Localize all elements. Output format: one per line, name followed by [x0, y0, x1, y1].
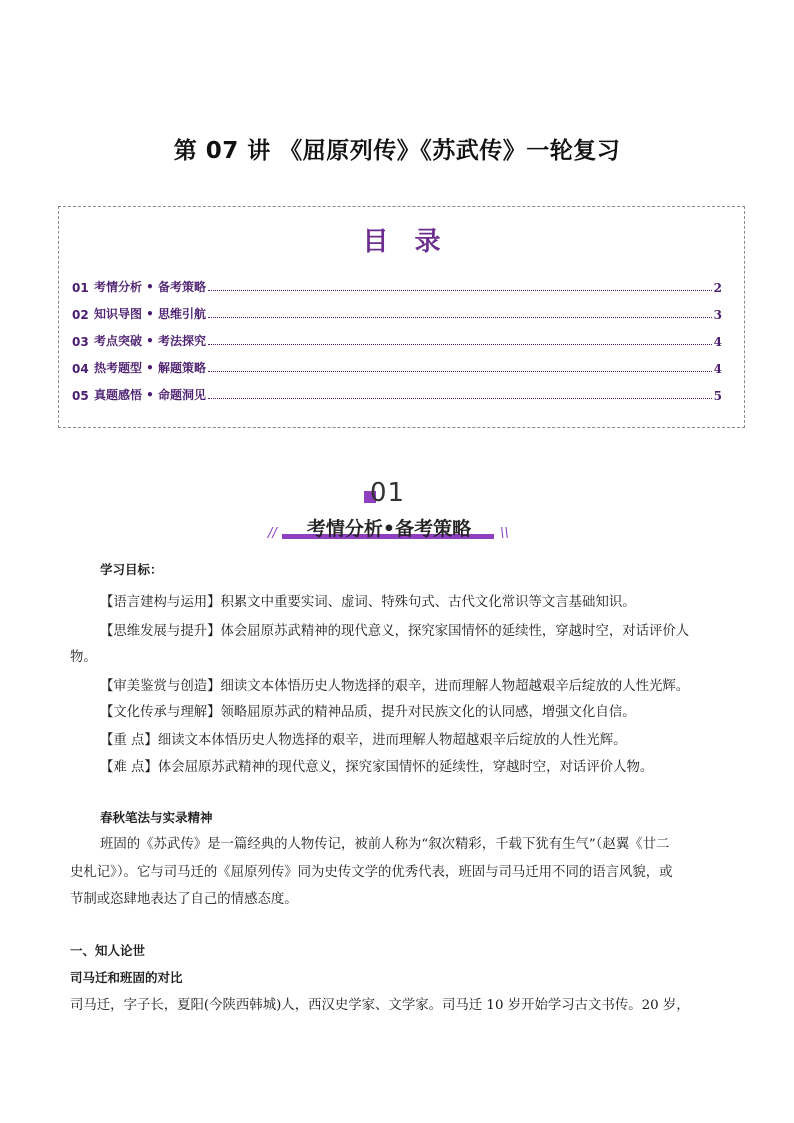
compare-heading: 司马迁和班固的对比	[70, 970, 183, 985]
goal-aesthetic: 【审美鉴赏与创造】细读文本体悟历史人物选择的艰辛，进而理解人物超越艰辛后绽放的人性光辉。	[100, 679, 690, 694]
toc-item-page: 3	[713, 308, 722, 322]
toc-heading: 目录	[362, 227, 467, 257]
toc-item-number: 03	[72, 335, 89, 349]
section-title: 考情分析•备考策略	[306, 518, 472, 540]
goal-thinking-line2: 物。	[70, 650, 97, 665]
toc-item-number: 04	[72, 362, 89, 376]
right-slash-decoration: \\	[500, 526, 509, 541]
toc-item-label: 考情分析 • 备考策略	[94, 280, 207, 294]
toc-item-1[interactable]	[72, 277, 722, 295]
document-title: 第 07 讲 《屈原列传》《苏武传》一轮复习	[173, 138, 621, 164]
toc-item-label: 知识导图 • 思维引航	[94, 307, 207, 321]
toc-item-3[interactable]	[72, 331, 722, 349]
toc-item-page: 2	[713, 281, 722, 295]
section-number: 01	[370, 478, 406, 508]
toc-item-page: 4	[713, 362, 722, 376]
toc-item-number: 02	[72, 308, 89, 322]
toc-item-number: 05	[72, 389, 89, 403]
spirit-paragraph-line3: 节制或恣肆地表达了自己的情感态度。	[70, 892, 298, 907]
table-of-contents	[58, 206, 745, 428]
toc-item-label: 热考题型 • 解题策略	[94, 361, 207, 375]
goal-language: 【语言建构与运用】积累文中重要实词、虚词、特殊句式、古代文化常识等文言基础知识。	[100, 595, 636, 610]
toc-item-4[interactable]	[72, 358, 722, 376]
spirit-heading: 春秋笔法与实录精神	[100, 810, 213, 825]
spirit-paragraph-line1: 班固的《苏武传》是一篇经典的人物传记，被前人称为“叙次精彩，千载下犹有生气”（赵翼《廿二	[100, 837, 670, 852]
toc-leader-dots	[208, 371, 712, 372]
toc-leader-dots	[208, 398, 712, 399]
toc-leader-dots	[208, 344, 712, 345]
section-badge	[262, 478, 532, 548]
toc-leader-dots	[208, 317, 712, 318]
toc-item-label: 考点突破 • 考法探究	[94, 334, 207, 348]
sima-qian-intro: 司马迁，字子长，夏阳(今陕西韩城)人，西汉史学家、文学家。司马迁 10 岁开始学习古文书传。20 岁，	[70, 998, 690, 1013]
toc-item-2[interactable]	[72, 304, 722, 322]
goal-culture: 【文化传承与理解】领略屈原苏武的精神品质，提升对民族文化的认同感，增强文化自信。	[100, 705, 636, 720]
toc-leader-dots	[208, 290, 712, 291]
toc-item-page: 4	[713, 335, 722, 349]
toc-item-number: 01	[72, 281, 89, 295]
spirit-paragraph-line2: 史札记》）。它与司马迁的《屈原列传》同为史传文学的优秀代表，班固与司马迁用不同的语言风貌，或	[70, 865, 673, 880]
toc-item-5[interactable]	[72, 385, 722, 403]
left-slash-decoration: //	[268, 526, 277, 541]
part1-heading: 一、知人论世	[70, 943, 146, 958]
goal-thinking-line1: 【思维发展与提升】体会屈原苏武精神的现代意义，探究家国情怀的延续性，穿越时空，对话评价人	[100, 624, 690, 639]
goal-difficulty: 【难 点】体会屈原苏武精神的现代意义，探究家国情怀的延续性，穿越时空，对话评价人物。	[100, 760, 654, 775]
goals-heading: 学习目标：	[100, 562, 163, 577]
toc-item-page: 5	[713, 389, 722, 403]
toc-item-label: 真题感悟 • 命题洞见	[94, 388, 207, 402]
goal-key-point: 【重 点】细读文本体悟历史人物选择的艰辛，进而理解人物超越艰辛后绽放的人性光辉。	[100, 733, 627, 748]
